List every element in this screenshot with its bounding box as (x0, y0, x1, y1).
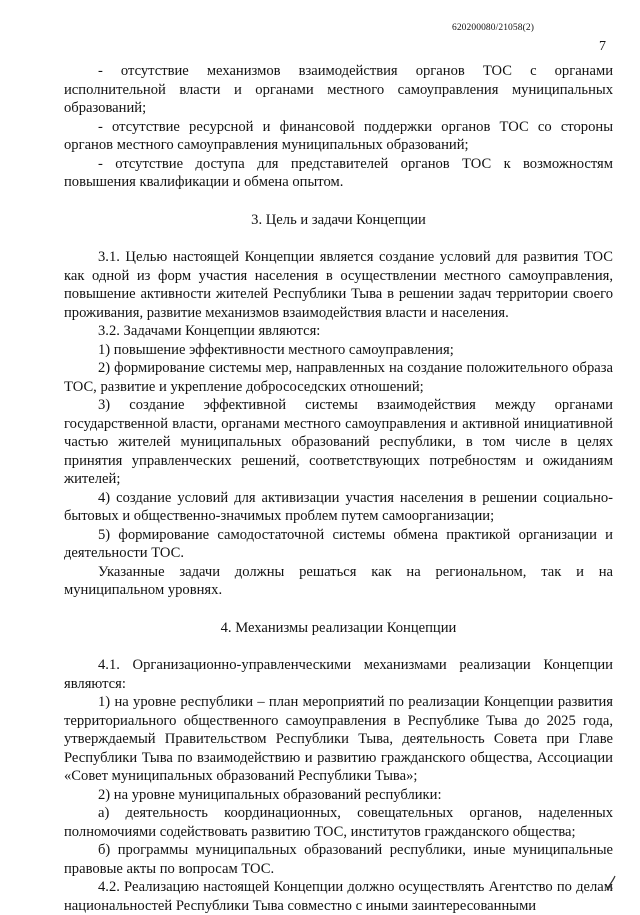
paragraph: Указанные задачи должны решаться как на региональном, так и на муниципальном уровнях. (64, 563, 613, 598)
paragraph: 4.2. Реализацию настоящей Концепции должно осуществлять Агентство по делам национальностей Республики Тыва совместно с иными заинтересованными (64, 879, 613, 914)
paragraph: 4.1. Организационно-управленческими механизмами реализации Концепции являются: (64, 657, 613, 692)
page-number: 7 (599, 39, 606, 54)
paragraph: 2) на уровне муниципальных образований республики: (98, 786, 442, 803)
paragraph: 3.2. Задачами Концепции являются: (98, 323, 321, 339)
section-4-heading: 4. Механизмы реализации Концепции (220, 619, 457, 636)
handwritten-mark (604, 873, 618, 893)
paragraph: 1) на уровне республики – план мероприятий по реализации Концепции развития территориального общественного самоуправления в Республике Тыва до 2025 года, утверждаемый Правительством Республики Тыва, деятельность Совета при Главе Республики Тыва по взаимодействию и развитию гражданского общества, Ассоциации «Совет муниципальных образований Республики Тыва»; (64, 694, 613, 784)
paragraph: 1) повышение эффективности местного самоуправления; (98, 341, 454, 358)
paragraph: 3.1. Целью настоящей Концепции является создание условий для развития ТОС как одной из форм участия населения в осуществлении местного самоуправления, повышение активности жителей Республики Тыва в решении задач территории своего проживания, развитие механизмов взаимодействия власти и населения. (64, 249, 613, 321)
intro-item: - отсутствие ресурсной и финансовой поддержки органов ТОС со стороны органов местного самоуправления муниципальных образований; (64, 118, 613, 153)
document-code: 620200080/21058(2) (451, 23, 534, 33)
section-3-heading: 3. Цель и задачи Концепции (251, 211, 426, 228)
paragraph: 4) создание условий для активизации участия населения в решении социально-бытовых и общественно-значимых проблем путем самоорганизации; (64, 489, 613, 524)
paragraph: 5) формирование самодостаточной системы обмена практикой организации и деятельности ТОС. (64, 526, 613, 561)
paragraph: 2) формирование системы мер, направленных на создание положительного образа ТОС, развитие и укрепление добрососедских отношений; (64, 360, 613, 395)
intro-item: - отсутствие механизмов взаимодействия органов ТОС с органами исполнительной власти и органами местного самоуправления муниципальных образований; (64, 63, 613, 116)
document-body (64, 62, 613, 915)
intro-item: - отсутствие доступа для представителей органов ТОС к возможностям повышения квалификации и обмена опытом. (64, 155, 613, 190)
paragraph: а) деятельность координационных, совещательных органов, наделенных полномочиями содействовать развитию ТОС, институтов гражданского общества; (64, 805, 613, 840)
paragraph: 3) создание эффективной системы взаимодействия между органами государственной власти, органами местного самоуправления и активной инициативной частью жителей муниципальных образований республики, в том числе в целях принятия управленческих решений, соответствующих потребностям и ожиданиям жителей; (64, 397, 613, 487)
paragraph: б) программы муниципальных образований республики, иные муниципальные правовые акты по вопросам ТОС. (64, 842, 613, 877)
